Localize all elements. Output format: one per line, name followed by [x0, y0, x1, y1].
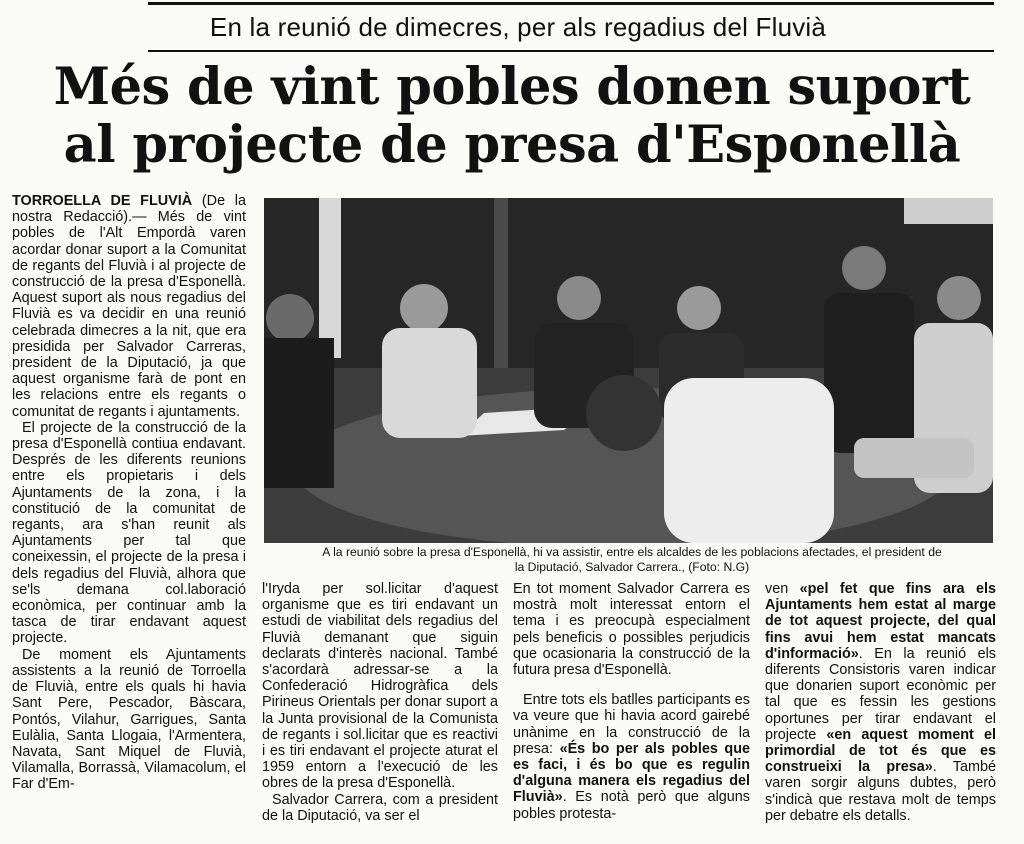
article-column-3 [513, 581, 750, 822]
top-rule [148, 2, 994, 5]
caption-line-1: A la reunió sobre la presa d'Esponellà, hi va assistir, entre els alcaldes de les poblacions afectades, el president de [322, 545, 942, 559]
text-run: ven [765, 581, 800, 597]
text-run: . També varen sorgir alguns dubtes, però s'indicà que restava molt de temps per debatre els detalls. [765, 759, 996, 824]
article-paragraph: Salvador Carrera, com a president de la Diputació, va ser el [262, 791, 498, 824]
article-column-1 [12, 193, 246, 793]
article-column-2 [262, 581, 498, 824]
headline-line-1: Més de vint pobles donen suport [53, 57, 971, 117]
quote-bold: «pel fet que fins ara els Ajuntaments hem estat al marge de tot aquest projecte, del qual fins avui hem estat mancats d'informació» [765, 581, 996, 662]
article-paragraph [765, 581, 996, 824]
caption-line-2: la Diputació, Salvador Carrera., (Foto: N.G) [514, 560, 750, 574]
text-run: . En la reunió els diferents Consistoris varen indicar que donarien suport econòmic per tal que es fessin les gestions oportunes per tirar endavant el projecte [765, 645, 996, 743]
meeting-photo-illustration [264, 198, 993, 543]
dateline: TORROELLA DE FLUVIÀ [12, 193, 193, 209]
article-paragraph: l'Iryda per sol.licitar d'aquest organisme que es tiri endavant un estudi de viabilitat dels regadius del Fluvià demanant que siguin declarats d'interès nacional. També s'acordarà adressar-se a la Confederació Hidrogràfica dels Pirineus Orientals per donar suport a la Junta provisional de la Comunista de regants i sol.licitar que es reactivi i es tiri endavant el projecte aturat el 1959 entorn a l'execució de les obres de la presa d'Esponellà. [262, 581, 498, 792]
headline-line-2: al projecte de presa d'Esponellà [63, 115, 961, 175]
article-paragraph: De moment els Ajuntaments assistents a la reunió de Torroella de Fluvià, entre els quals hi havia Sant Pere, Pescador, Bàscara, Pontós, Vilahur, Garrigues, Santa Eulàlia, Santa Llogaia, l'Armentera, Navata, Sant Miquel de Fluvià, Vilamalla, Borrassà, Vilamacolum, el Far d'Em- [12, 646, 246, 793]
article-paragraph: En tot moment Salvador Carrera es mostrà molt interessat entorn el tema i es preocupà especialment pels beneficis o possibles perjudicis que ocasionaria la construcció de la futura presa d'Esponellà. [513, 581, 750, 679]
article-column-4 [765, 581, 996, 824]
quote-bold: «És bo per als pobles que es faci, i és bo que es regulin d'alguna manera els regadius del Fluvià» [513, 740, 750, 806]
kicker: En la reunió de dimecres, per als regadius del Fluvià [209, 12, 827, 42]
meeting-photo [264, 198, 993, 543]
kicker-rule [148, 50, 994, 52]
text-run: Entre tots els batlles participants es va veure que hi havia acord gairebé unànime en la construcció de la presa: [513, 692, 750, 757]
headline [10, 58, 1014, 174]
article-paragraph [513, 692, 750, 822]
article-paragraph: (De la nostra Redacció).— Més de vint pobles de l'Alt Empordà varen acordar donar suport a la Comunitat de regants del Fluvià i al projecte de construcció de la presa d'Esponellà. Aquest suport als nous regadius del Fluvià es va decidir en una reunió celebrada dimecres a la nit, que era presidida per Salvador Carreras, president de la Diputació, ja que aquest organisme farà de pont en les relacions entre els regants o comunitat de regants i ajuntaments. [12, 193, 246, 420]
photo-caption [262, 545, 1002, 575]
article-paragraph: El projecte de la construcció de la presa d'Esponellà contiua endavant. Després de les diferents reunions entre els propietaris i dels Ajuntaments de la zona, i la constitució de la comunitat de regants, ara s'han reunit als Ajuntaments per tal que coneixessin, el projecte de la presa i dels regadius del Fluvià, alhora que se'ls demana col.laboració econòmica, per continuar amb la tasca de tirar endavant aquest projecte. [12, 419, 246, 647]
quote-bold: «en aquest moment el primordial de tot és que es construeixi la presa» [765, 726, 996, 776]
text-run: . Es notà però que alguns pobles protesta- [513, 789, 750, 822]
